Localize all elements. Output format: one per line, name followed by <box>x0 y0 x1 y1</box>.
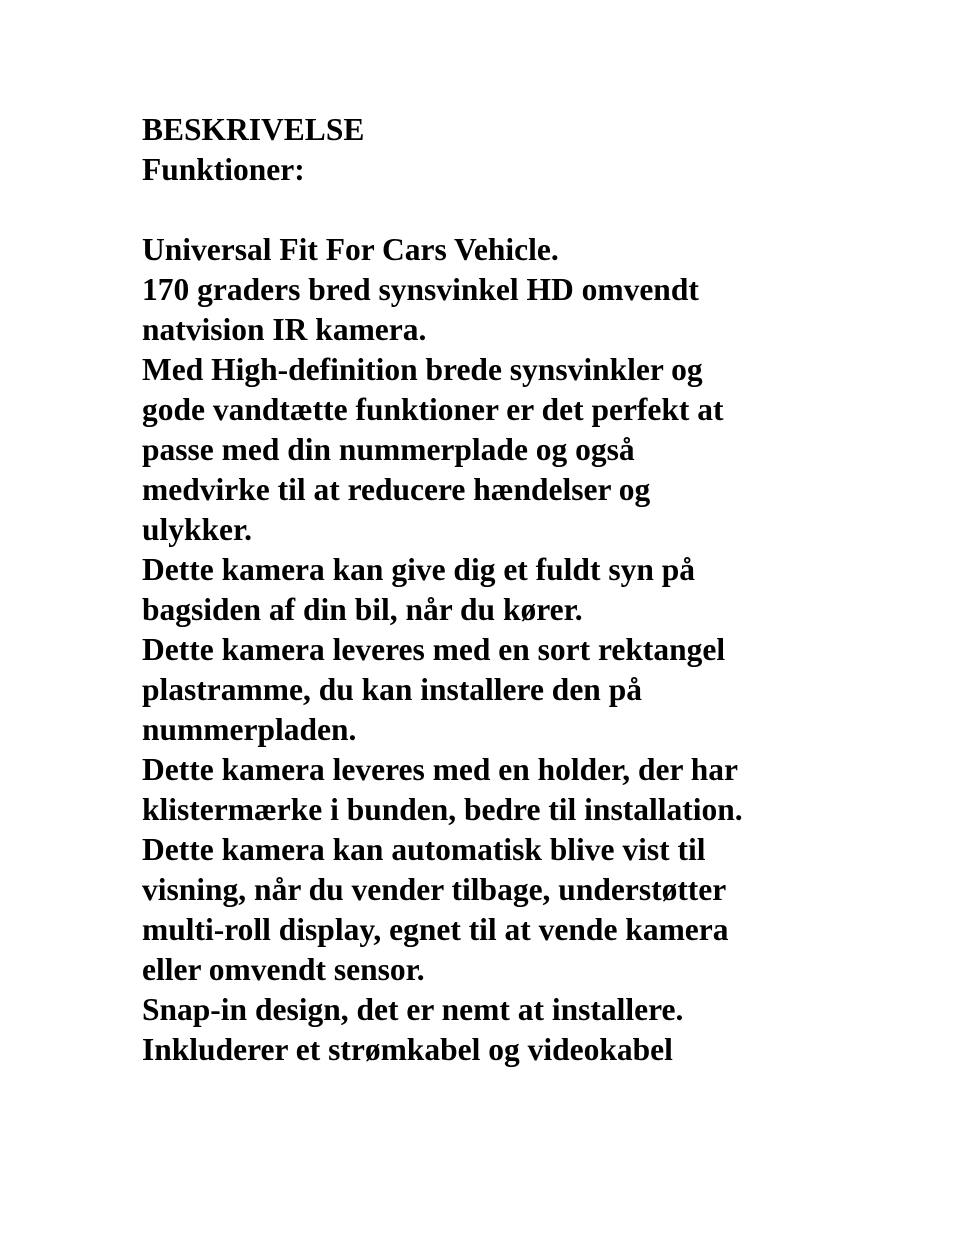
text-line: eller omvendt sensor. <box>142 952 425 987</box>
text-line: nummerpladen. <box>142 712 357 747</box>
text-line: natvision IR kamera. <box>142 312 427 347</box>
text-line: multi-roll display, egnet til at vende kamera <box>142 912 729 947</box>
text-line: gode vandtætte funktioner er det perfekt at <box>142 392 724 427</box>
text-line: passe med din nummerplade og også <box>142 432 635 467</box>
text-line: Universal Fit For Cars Vehicle. <box>142 232 559 267</box>
text-line: Med High-definition brede synsvinkler og <box>142 352 703 387</box>
text-line: ulykker. <box>142 512 253 547</box>
text-line: Inkluderer et strømkabel og videokabel <box>142 1032 673 1067</box>
text-line: visning, når du vender tilbage, understøtter <box>142 872 727 907</box>
blank-line <box>142 190 842 230</box>
document-subheading: Funktioner: <box>142 152 305 187</box>
text-line: bagsiden af din bil, når du kører. <box>142 592 583 627</box>
text-line: 170 graders bred synsvinkel HD omvendt <box>142 272 699 307</box>
text-line: Dette kamera kan give dig et fuldt syn på <box>142 552 695 587</box>
text-line: Dette kamera leveres med en holder, der har <box>142 752 739 787</box>
text-line: Dette kamera leveres med en sort rektangel <box>142 632 726 667</box>
document-page <box>142 110 842 1070</box>
text-line: klistermærke i bunden, bedre til installation. <box>142 792 743 827</box>
text-line: Dette kamera kan automatisk blive vist til <box>142 832 706 867</box>
text-line: medvirke til at reducere hændelser og <box>142 472 651 507</box>
text-line: plastramme, du kan installere den på <box>142 672 642 707</box>
document-heading: BESKRIVELSE <box>142 112 365 147</box>
text-line: Snap-in design, det er nemt at installere. <box>142 992 684 1027</box>
